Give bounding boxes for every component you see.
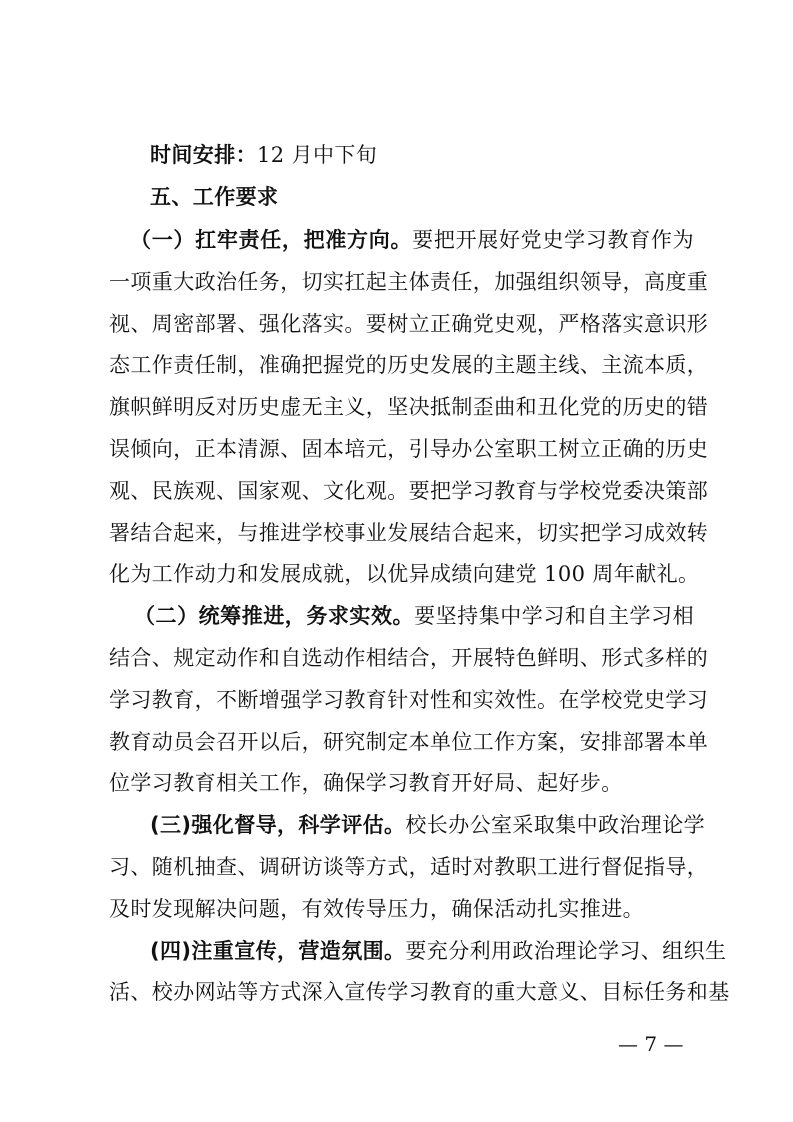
item-heading: （一）扛牢责任，把准方向。 — [130, 228, 413, 252]
paragraph-line: 习、随机抽查、调研访谈等方式，适时对教职工进行督促指导， — [109, 855, 709, 879]
paragraph-line: 观、民族观、国家观、文化观。要把学习教育与学校党委决策部 — [109, 479, 709, 503]
paragraph-line: 误倾向，正本清源、固本培元，引导办公室职工树立正确的历史 — [109, 437, 709, 461]
paragraph-line: 化为工作动力和发展成就，以优异成绩向建党 100 周年献礼。 — [109, 562, 700, 586]
paragraph-line: 态工作责任制，准确把握党的历史发展的主题主线、主流本质， — [109, 353, 709, 377]
section-heading: 五、工作要求 — [150, 185, 279, 209]
paragraph-line: 及时发现解决问题，有效传导压力，确保活动扎实推进。 — [109, 897, 644, 921]
paragraph-line: (四)注重宣传，营造氛围。要充分利用政治理论学习、组织生 — [150, 939, 727, 963]
schedule-value: 12 月中下旬 — [257, 143, 378, 167]
item-heading: (四)注重宣传，营造氛围。 — [150, 939, 406, 963]
schedule-label: 时间安排： — [150, 143, 257, 167]
page-number: — 7 — — [618, 1032, 684, 1056]
paragraph-line: 署结合起来，与推进学校事业发展结合起来，切实把学习成效转 — [109, 521, 709, 545]
paragraph-line: 活、校办网站等方式深入宣传学习教育的重大意义、目标任务和基 — [109, 980, 730, 1004]
schedule-line — [150, 140, 377, 170]
paragraph-line: 结合、规定动作和自选动作相结合，开展特色鲜明、形式多样的 — [109, 646, 709, 670]
paragraph-line: （一）扛牢责任，把准方向。要把开展好党史学习教育作为 — [130, 228, 695, 252]
paragraph-line: 学习教育，不断增强学习教育针对性和实效性。在学校党史学习 — [109, 688, 709, 712]
item-heading: (三)强化督导，科学评估。 — [150, 813, 406, 837]
paragraph-line: 教育动员会召开以后，研究制定本单位工作方案，安排部署本单 — [109, 730, 709, 754]
paragraph-line: 旗帜鲜明反对历史虚无主义，坚决抵制歪曲和丑化党的历史的错 — [109, 395, 709, 419]
paragraph-line: 一项重大政治任务，切实扛起主体责任，加强组织领导，高度重 — [109, 270, 709, 294]
paragraph-line: 位学习教育相关工作，确保学习教育开好局、起好步。 — [109, 771, 623, 795]
paragraph-line: (三)强化督导，科学评估。校长办公室采取集中政治理论学 — [150, 813, 706, 837]
paragraph-line: （二）统筹推进，务求实效。要坚持集中学习和自主学习相 — [134, 604, 695, 628]
paragraph-line: 视、周密部署、强化落实。要树立正确党史观，严格落实意识形 — [109, 312, 709, 336]
item-heading: （二）统筹推进，务求实效。 — [134, 604, 415, 628]
